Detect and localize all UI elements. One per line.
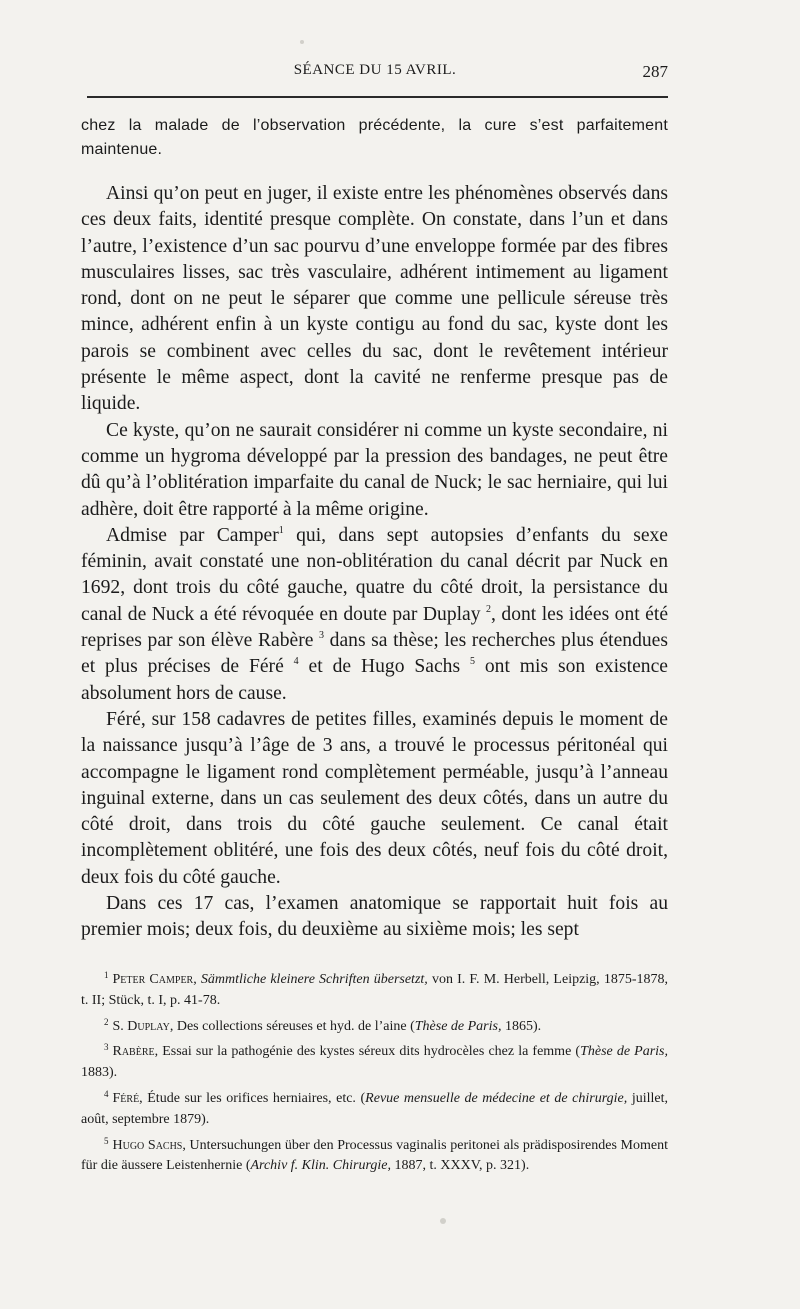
footnote-ref: 3	[319, 630, 325, 642]
footnote-text: Étude sur les orifices herniaires, etc. (	[142, 1090, 366, 1106]
footnote-author: Féré,	[112, 1090, 143, 1106]
text-span: dans sa thèse; les recherches plus étendues et plus précises de Féré	[81, 630, 668, 678]
paper-speck	[300, 40, 304, 44]
paragraph-continuation: chez la malade de l’observation précédente, la cure s’est parfaitement maintenue.	[81, 117, 668, 158]
footnote-text: juillet, août, septembre 1879).	[81, 1090, 668, 1127]
footnote-title: Sämmtliche kleinere Schriften übersetzt,	[200, 972, 428, 987]
text-span: , dont les idées ont été reprises par son élève Rabère	[81, 603, 669, 652]
footnote	[81, 1012, 668, 1038]
footnote-text: Untersuchungen über den Processus vaginalis peritonei als prädisposirendes Moment für die äussere Leistenhernie (	[81, 1137, 668, 1174]
footnote-ref: 5	[469, 656, 475, 668]
page-number: 287	[642, 62, 668, 81]
footnote-ref: 4	[293, 656, 299, 668]
paragraph-camper	[81, 523, 668, 707]
footnote-text: 1865).	[501, 1018, 542, 1034]
footnote-text: Essai sur la pathogénie des kystes séreux dits hydrocèles chez la femme (	[158, 1044, 581, 1060]
running-title: SÉANCE DU 15 AVRIL.	[293, 62, 457, 78]
text-span: et de Hugo Sachs	[298, 656, 470, 678]
footnote-title: Archiv f. Klin. Chirurgie,	[250, 1158, 391, 1174]
text-span: qui, dans sept autopsies d’enfants du sexe féminin, avait constaté une non-oblitération du canal décrit par Nuck en 1692, dont trois du côté gauche, quatre du côté droit, la persistance du canal de Nuck a été révoquée en doute par Duplay	[81, 524, 669, 625]
footnote	[81, 1037, 668, 1084]
paragraph: Dans ces 17 cas, l’examen anatomique se rapportait huit fois au premier mois; deux fois, du deuxième au sixième mois; les sept	[81, 893, 668, 941]
footnote-text: 1887, t. XXXV, p. 321).	[391, 1158, 530, 1174]
footnote-author: Rabère,	[112, 1044, 159, 1060]
body-text	[81, 114, 668, 944]
footnote-author: Hugo Sachs,	[112, 1137, 186, 1153]
footnote-text: Des collections séreuses et hyd. de l’aine (	[173, 1018, 415, 1034]
paper-speck	[440, 1218, 446, 1224]
footnote-marker: 5	[104, 1135, 109, 1146]
paragraph: Ainsi qu’on peut en juger, il existe entre les phénomènes observés dans ces deux faits, identité presque complète. On constate, dans l’un et dans l’autre, l’existence d’un sac pourvu d’une enveloppe formée par des fibres musculaires lisses, sac très vasculaire, adhérent intimement au ligament rond, dont on ne peut le séparer que comme une pellicule séreuse très mince, adhérent enfin à un kyste contigu au fond du sac, kyste dont les parois se combinent avec celles du sac, dont le revêtement intérieur présente le même aspect, dont la cavité ne renferme presque pas de liquide.	[81, 183, 668, 415]
footnote-text: 1883).	[81, 1065, 118, 1081]
page-header	[82, 62, 668, 86]
footnote-ref: 1	[278, 524, 284, 536]
footnote-marker: 1	[104, 970, 109, 980]
footnotes	[81, 965, 668, 1177]
footnote-ref: 2	[486, 603, 492, 615]
header-rule	[87, 96, 668, 98]
footnote-text: von I. F. M. Herbell, Leipzig, 1875-1878, t. II; Stück, t. I, p. 41-78.	[81, 972, 668, 1008]
footnote-marker: 3	[104, 1042, 109, 1053]
footnote-author: S. Duplay,	[112, 1018, 174, 1034]
footnote-author: Peter Camper,	[112, 972, 197, 987]
footnote	[81, 1084, 668, 1131]
paragraph: Féré, sur 158 cadavres de petites filles, examinés depuis le moment de la naissance jusqu’à l’âge de 3 ans, a trouvé le processus péritonéal qui accompagne le ligament rond complètement perméable, jusqu’à l’anneau inguinal externe, dans un cas seulement des deux côtés, dans un autre du côté droit, dans trois du côté gauche seulement. Ce canal était incomplètement oblitéré, une fois des deux côtés, neuf fois du côté droit, deux fois du côté gauche.	[81, 708, 668, 888]
footnote-marker: 4	[104, 1088, 109, 1099]
paragraph: Ce kyste, qu’on ne saurait considérer ni comme un kyste secondaire, ni comme un hygroma développé par la pression des bandages, ne peut être dû qu’à l’oblitération imparfaite du canal de Nuck; le sac herniaire, qui lui adhère, doit être rapporté à la même origine.	[81, 419, 668, 520]
footnote-marker: 2	[104, 1016, 109, 1027]
footnote	[81, 1131, 668, 1178]
text-span: Admise par Camper	[106, 524, 279, 546]
footnote-title: Thèse de Paris,	[580, 1044, 668, 1060]
footnote-title: Revue mensuelle de médecine et de chirurgie,	[365, 1090, 628, 1106]
footnote	[81, 965, 668, 1012]
text-span: ont mis son existence absolument hors de cause.	[81, 656, 668, 704]
footnote-title: Thèse de Paris,	[414, 1018, 502, 1034]
